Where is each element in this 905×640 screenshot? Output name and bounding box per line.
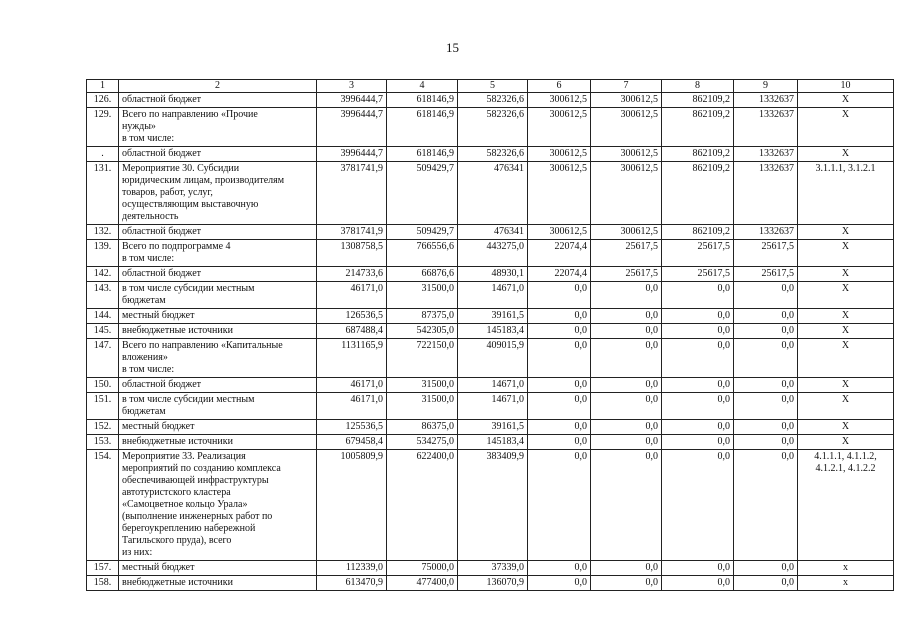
row-name-line: деятельность bbox=[122, 211, 179, 222]
row-name bbox=[119, 240, 317, 267]
table-row bbox=[87, 147, 894, 162]
row-value: 136070,9 bbox=[458, 576, 528, 591]
table-row bbox=[87, 108, 894, 147]
row-target-ref-line: 4.1.1.1, 4.1.1.2, bbox=[814, 451, 877, 462]
row-value: 862109,2 bbox=[662, 147, 734, 162]
row-value: 1332637 bbox=[734, 93, 798, 108]
row-value: 0,0 bbox=[662, 420, 734, 435]
row-name-line: мероприятий по созданию комплекса bbox=[122, 463, 281, 474]
row-value: 0,0 bbox=[528, 450, 591, 561]
row-value: 542305,0 bbox=[387, 324, 458, 339]
row-name-line: юридическим лицам, производителям bbox=[122, 175, 285, 186]
row-value: 300612,5 bbox=[528, 225, 591, 240]
row-value: 534275,0 bbox=[387, 435, 458, 450]
row-number: 126. bbox=[87, 93, 119, 108]
row-value: 300612,5 bbox=[591, 162, 662, 225]
row-target-ref bbox=[798, 108, 894, 147]
row-target-ref-line: X bbox=[841, 268, 850, 279]
row-name bbox=[119, 576, 317, 591]
row-value: 87375,0 bbox=[387, 309, 458, 324]
row-value: 679458,4 bbox=[317, 435, 387, 450]
row-value: 0,0 bbox=[591, 576, 662, 591]
row-target-ref bbox=[798, 147, 894, 162]
table-row bbox=[87, 378, 894, 393]
row-value: 25617,5 bbox=[591, 267, 662, 282]
row-name bbox=[119, 324, 317, 339]
table-row bbox=[87, 420, 894, 435]
row-value: 476341 bbox=[458, 225, 528, 240]
row-target-ref-line: X bbox=[841, 436, 850, 447]
row-value: 0,0 bbox=[662, 450, 734, 561]
row-name-line: Всего по подпрограмме 4 bbox=[122, 241, 231, 252]
row-value: 0,0 bbox=[528, 393, 591, 420]
row-number: 152. bbox=[87, 420, 119, 435]
row-target-ref-line: X bbox=[841, 148, 850, 159]
row-name-line: областной бюджет bbox=[122, 148, 202, 159]
row-value: 3996444,7 bbox=[317, 93, 387, 108]
row-value: 383409,9 bbox=[458, 450, 528, 561]
row-value: 0,0 bbox=[734, 450, 798, 561]
row-number: . bbox=[87, 147, 119, 162]
row-value: 0,0 bbox=[528, 420, 591, 435]
row-name-line: областной бюджет bbox=[122, 379, 202, 390]
row-number: 157. bbox=[87, 561, 119, 576]
row-value: 582326,6 bbox=[458, 108, 528, 147]
row-number: 150. bbox=[87, 378, 119, 393]
row-target-ref bbox=[798, 324, 894, 339]
row-target-ref bbox=[798, 420, 894, 435]
table-row bbox=[87, 240, 894, 267]
row-name bbox=[119, 378, 317, 393]
row-target-ref-line: x bbox=[843, 562, 848, 573]
row-value: 0,0 bbox=[591, 561, 662, 576]
row-value: 86375,0 bbox=[387, 420, 458, 435]
row-value: 0,0 bbox=[591, 324, 662, 339]
row-name-line: внебюджетные источники bbox=[122, 577, 233, 588]
row-name bbox=[119, 561, 317, 576]
table-row bbox=[87, 435, 894, 450]
row-value: 0,0 bbox=[662, 576, 734, 591]
table-row bbox=[87, 225, 894, 240]
row-target-ref bbox=[798, 576, 894, 591]
row-value: 613470,9 bbox=[317, 576, 387, 591]
row-target-ref bbox=[798, 240, 894, 267]
row-target-ref-line: X bbox=[841, 310, 850, 321]
row-name-line: товаров, работ, услуг, bbox=[122, 187, 213, 198]
row-target-ref bbox=[798, 162, 894, 225]
row-value: 0,0 bbox=[734, 282, 798, 309]
table-row bbox=[87, 576, 894, 591]
row-value: 3781741,9 bbox=[317, 162, 387, 225]
row-value: 39161,5 bbox=[458, 309, 528, 324]
row-value: 0,0 bbox=[528, 339, 591, 378]
row-value: 0,0 bbox=[662, 282, 734, 309]
row-value: 300612,5 bbox=[528, 147, 591, 162]
row-target-ref bbox=[798, 309, 894, 324]
row-value: 0,0 bbox=[734, 324, 798, 339]
row-value: 22074,4 bbox=[528, 240, 591, 267]
row-target-ref bbox=[798, 378, 894, 393]
column-header: 7 bbox=[591, 80, 662, 93]
row-value: 25617,5 bbox=[591, 240, 662, 267]
row-name bbox=[119, 450, 317, 561]
row-number: 132. bbox=[87, 225, 119, 240]
row-name-line: автотуристского кластера bbox=[122, 487, 231, 498]
row-target-ref bbox=[798, 561, 894, 576]
row-name-line: (выполнение инженерных работ по bbox=[122, 511, 273, 522]
row-target-ref-line: X bbox=[841, 421, 850, 432]
row-value: 0,0 bbox=[734, 561, 798, 576]
row-name-line: областной бюджет bbox=[122, 94, 202, 105]
row-value: 48930,1 bbox=[458, 267, 528, 282]
row-target-ref-line: X bbox=[841, 394, 850, 405]
row-name bbox=[119, 435, 317, 450]
column-header: 5 bbox=[458, 80, 528, 93]
row-value: 25617,5 bbox=[734, 267, 798, 282]
row-value: 722150,0 bbox=[387, 339, 458, 378]
row-value: 0,0 bbox=[662, 339, 734, 378]
row-name-line: бюджетам bbox=[122, 295, 166, 306]
row-value: 862109,2 bbox=[662, 108, 734, 147]
row-target-ref bbox=[798, 339, 894, 378]
column-header: 6 bbox=[528, 80, 591, 93]
row-value: 0,0 bbox=[528, 378, 591, 393]
row-name-line: берегоукреплению набережной bbox=[122, 523, 256, 534]
row-value: 0,0 bbox=[528, 576, 591, 591]
row-name-line: осуществляющим выставочную bbox=[122, 199, 259, 210]
row-number: 144. bbox=[87, 309, 119, 324]
row-target-ref-line: x bbox=[843, 577, 848, 588]
row-value: 39161,5 bbox=[458, 420, 528, 435]
row-number: 158. bbox=[87, 576, 119, 591]
row-name bbox=[119, 420, 317, 435]
row-value: 509429,7 bbox=[387, 225, 458, 240]
row-value: 14671,0 bbox=[458, 282, 528, 309]
row-number: 142. bbox=[87, 267, 119, 282]
row-number: 131. bbox=[87, 162, 119, 225]
row-value: 0,0 bbox=[662, 435, 734, 450]
table-row bbox=[87, 309, 894, 324]
row-target-ref-line: 3.1.1.1, 3.1.2.1 bbox=[815, 163, 876, 174]
row-value: 3781741,9 bbox=[317, 225, 387, 240]
table-row bbox=[87, 162, 894, 225]
row-name bbox=[119, 309, 317, 324]
row-value: 862109,2 bbox=[662, 225, 734, 240]
column-header: 3 bbox=[317, 80, 387, 93]
row-value: 0,0 bbox=[591, 378, 662, 393]
row-name bbox=[119, 267, 317, 282]
row-name-line: из них: bbox=[122, 547, 153, 558]
row-value: 862109,2 bbox=[662, 162, 734, 225]
row-value: 0,0 bbox=[528, 309, 591, 324]
row-name-line: внебюджетные источники bbox=[122, 325, 233, 336]
row-value: 1005809,9 bbox=[317, 450, 387, 561]
row-target-ref-line: X bbox=[841, 340, 850, 351]
row-target-ref-line: X bbox=[841, 226, 850, 237]
row-value: 0,0 bbox=[734, 339, 798, 378]
row-value: 75000,0 bbox=[387, 561, 458, 576]
row-target-ref bbox=[798, 282, 894, 309]
row-value: 22074,4 bbox=[528, 267, 591, 282]
row-value: 0,0 bbox=[591, 450, 662, 561]
header-row bbox=[87, 80, 894, 93]
row-value: 766556,6 bbox=[387, 240, 458, 267]
row-name-line: областной бюджет bbox=[122, 226, 202, 237]
row-value: 0,0 bbox=[734, 435, 798, 450]
row-name bbox=[119, 282, 317, 309]
row-target-ref-line: X bbox=[841, 325, 850, 336]
row-value: 618146,9 bbox=[387, 93, 458, 108]
row-target-ref-line: X bbox=[841, 241, 850, 252]
row-number: 145. bbox=[87, 324, 119, 339]
row-value: 31500,0 bbox=[387, 282, 458, 309]
row-value: 300612,5 bbox=[591, 225, 662, 240]
row-number: 154. bbox=[87, 450, 119, 561]
row-target-ref bbox=[798, 93, 894, 108]
row-name-line: нужды» bbox=[122, 121, 156, 132]
row-value: 0,0 bbox=[591, 339, 662, 378]
row-target-ref-line: X bbox=[841, 109, 850, 120]
row-value: 31500,0 bbox=[387, 393, 458, 420]
row-name-line: Мероприятие 33. Реализация bbox=[122, 451, 246, 462]
row-value: 112339,0 bbox=[317, 561, 387, 576]
row-name-line: «Самоцветное кольцо Урала» bbox=[122, 499, 248, 510]
row-value: 1332637 bbox=[734, 147, 798, 162]
row-value: 0,0 bbox=[734, 378, 798, 393]
row-value: 145183,4 bbox=[458, 435, 528, 450]
row-value: 126536,5 bbox=[317, 309, 387, 324]
row-name-line: местный бюджет bbox=[122, 562, 195, 573]
row-value: 125536,5 bbox=[317, 420, 387, 435]
row-target-ref bbox=[798, 267, 894, 282]
row-value: 300612,5 bbox=[528, 93, 591, 108]
row-value: 0,0 bbox=[591, 435, 662, 450]
row-name-line: Всего по направлению «Капитальные bbox=[122, 340, 283, 351]
table-row bbox=[87, 93, 894, 108]
budget-table bbox=[86, 79, 894, 591]
row-value: 0,0 bbox=[591, 309, 662, 324]
row-value: 477400,0 bbox=[387, 576, 458, 591]
row-value: 0,0 bbox=[591, 420, 662, 435]
row-value: 0,0 bbox=[662, 393, 734, 420]
row-number: 147. bbox=[87, 339, 119, 378]
row-target-ref-line: X bbox=[841, 283, 850, 294]
row-value: 687488,4 bbox=[317, 324, 387, 339]
row-name bbox=[119, 108, 317, 147]
row-value: 300612,5 bbox=[591, 108, 662, 147]
table-row bbox=[87, 282, 894, 309]
row-value: 25617,5 bbox=[662, 240, 734, 267]
row-value: 0,0 bbox=[734, 576, 798, 591]
row-target-ref-line: X bbox=[841, 94, 850, 105]
row-value: 0,0 bbox=[528, 561, 591, 576]
row-name-line: в том числе: bbox=[122, 133, 175, 144]
row-value: 214733,6 bbox=[317, 267, 387, 282]
row-value: 0,0 bbox=[528, 435, 591, 450]
row-value: 145183,4 bbox=[458, 324, 528, 339]
row-value: 0,0 bbox=[528, 324, 591, 339]
row-value: 0,0 bbox=[591, 393, 662, 420]
row-value: 0,0 bbox=[734, 393, 798, 420]
row-value: 622400,0 bbox=[387, 450, 458, 561]
row-name bbox=[119, 93, 317, 108]
row-value: 0,0 bbox=[734, 420, 798, 435]
row-name-line: в том числе: bbox=[122, 253, 175, 264]
table-row bbox=[87, 339, 894, 378]
row-name-line: внебюджетные источники bbox=[122, 436, 233, 447]
row-name-line: местный бюджет bbox=[122, 310, 195, 321]
row-value: 618146,9 bbox=[387, 108, 458, 147]
row-number: 153. bbox=[87, 435, 119, 450]
row-value: 14671,0 bbox=[458, 393, 528, 420]
row-number: 151. bbox=[87, 393, 119, 420]
row-name bbox=[119, 393, 317, 420]
table-row bbox=[87, 450, 894, 561]
column-header: 4 bbox=[387, 80, 458, 93]
row-name-line: Мероприятие 30. Субсидии bbox=[122, 163, 240, 174]
row-name bbox=[119, 339, 317, 378]
row-name-line: обеспечивающей инфраструктуры bbox=[122, 475, 269, 486]
row-value: 25617,5 bbox=[662, 267, 734, 282]
row-value: 300612,5 bbox=[528, 162, 591, 225]
row-name-line: Тагильского пруда), всего bbox=[122, 535, 232, 546]
row-value: 0,0 bbox=[591, 282, 662, 309]
row-value: 25617,5 bbox=[734, 240, 798, 267]
row-value: 0,0 bbox=[734, 309, 798, 324]
row-value: 1332637 bbox=[734, 162, 798, 225]
row-value: 509429,7 bbox=[387, 162, 458, 225]
row-name-line: вложения» bbox=[122, 352, 168, 363]
row-name-line: Всего по направлению «Прочие bbox=[122, 109, 258, 120]
row-value: 46171,0 bbox=[317, 282, 387, 309]
table-row bbox=[87, 393, 894, 420]
table-body bbox=[87, 93, 894, 591]
table-row bbox=[87, 561, 894, 576]
row-value: 46171,0 bbox=[317, 378, 387, 393]
row-value: 300612,5 bbox=[528, 108, 591, 147]
row-value: 0,0 bbox=[662, 378, 734, 393]
row-value: 1332637 bbox=[734, 225, 798, 240]
row-name bbox=[119, 162, 317, 225]
row-value: 300612,5 bbox=[591, 147, 662, 162]
row-value: 618146,9 bbox=[387, 147, 458, 162]
row-name-line: в том числе: bbox=[122, 364, 175, 375]
row-target-ref bbox=[798, 225, 894, 240]
row-target-ref bbox=[798, 435, 894, 450]
row-value: 66876,6 bbox=[387, 267, 458, 282]
row-value: 0,0 bbox=[528, 282, 591, 309]
row-value: 31500,0 bbox=[387, 378, 458, 393]
row-value: 1308758,5 bbox=[317, 240, 387, 267]
row-value: 3996444,7 bbox=[317, 147, 387, 162]
column-header: 2 bbox=[119, 80, 317, 93]
row-value: 1332637 bbox=[734, 108, 798, 147]
column-header: 8 bbox=[662, 80, 734, 93]
row-name-line: местный бюджет bbox=[122, 421, 195, 432]
column-header: 10 bbox=[798, 80, 894, 93]
row-target-ref-line: X bbox=[841, 379, 850, 390]
row-value: 0,0 bbox=[662, 561, 734, 576]
row-value: 476341 bbox=[458, 162, 528, 225]
column-header: 9 bbox=[734, 80, 798, 93]
row-value: 0,0 bbox=[662, 324, 734, 339]
table-row bbox=[87, 324, 894, 339]
row-target-ref bbox=[798, 450, 894, 561]
row-name-line: в том числе субсидии местным bbox=[122, 394, 255, 405]
row-value: 582326,6 bbox=[458, 147, 528, 162]
row-value: 443275,0 bbox=[458, 240, 528, 267]
row-value: 300612,5 bbox=[591, 93, 662, 108]
page-number: 15 bbox=[446, 40, 459, 55]
row-value: 862109,2 bbox=[662, 93, 734, 108]
row-name bbox=[119, 147, 317, 162]
row-target-ref-line: 4.1.2.1, 4.1.2.2 bbox=[815, 463, 876, 474]
row-value: 409015,9 bbox=[458, 339, 528, 378]
row-name-line: областной бюджет bbox=[122, 268, 202, 279]
row-number: 143. bbox=[87, 282, 119, 309]
row-value: 1131165,9 bbox=[317, 339, 387, 378]
table-row bbox=[87, 267, 894, 282]
row-value: 14671,0 bbox=[458, 378, 528, 393]
row-value: 3996444,7 bbox=[317, 108, 387, 147]
row-name-line: в том числе субсидии местным bbox=[122, 283, 255, 294]
row-value: 0,0 bbox=[662, 309, 734, 324]
row-name-line: бюджетам bbox=[122, 406, 166, 417]
row-value: 37339,0 bbox=[458, 561, 528, 576]
column-header: 1 bbox=[87, 80, 119, 93]
row-value: 582326,6 bbox=[458, 93, 528, 108]
row-number: 139. bbox=[87, 240, 119, 267]
row-target-ref bbox=[798, 393, 894, 420]
row-number: 129. bbox=[87, 108, 119, 147]
row-value: 46171,0 bbox=[317, 393, 387, 420]
row-name bbox=[119, 225, 317, 240]
